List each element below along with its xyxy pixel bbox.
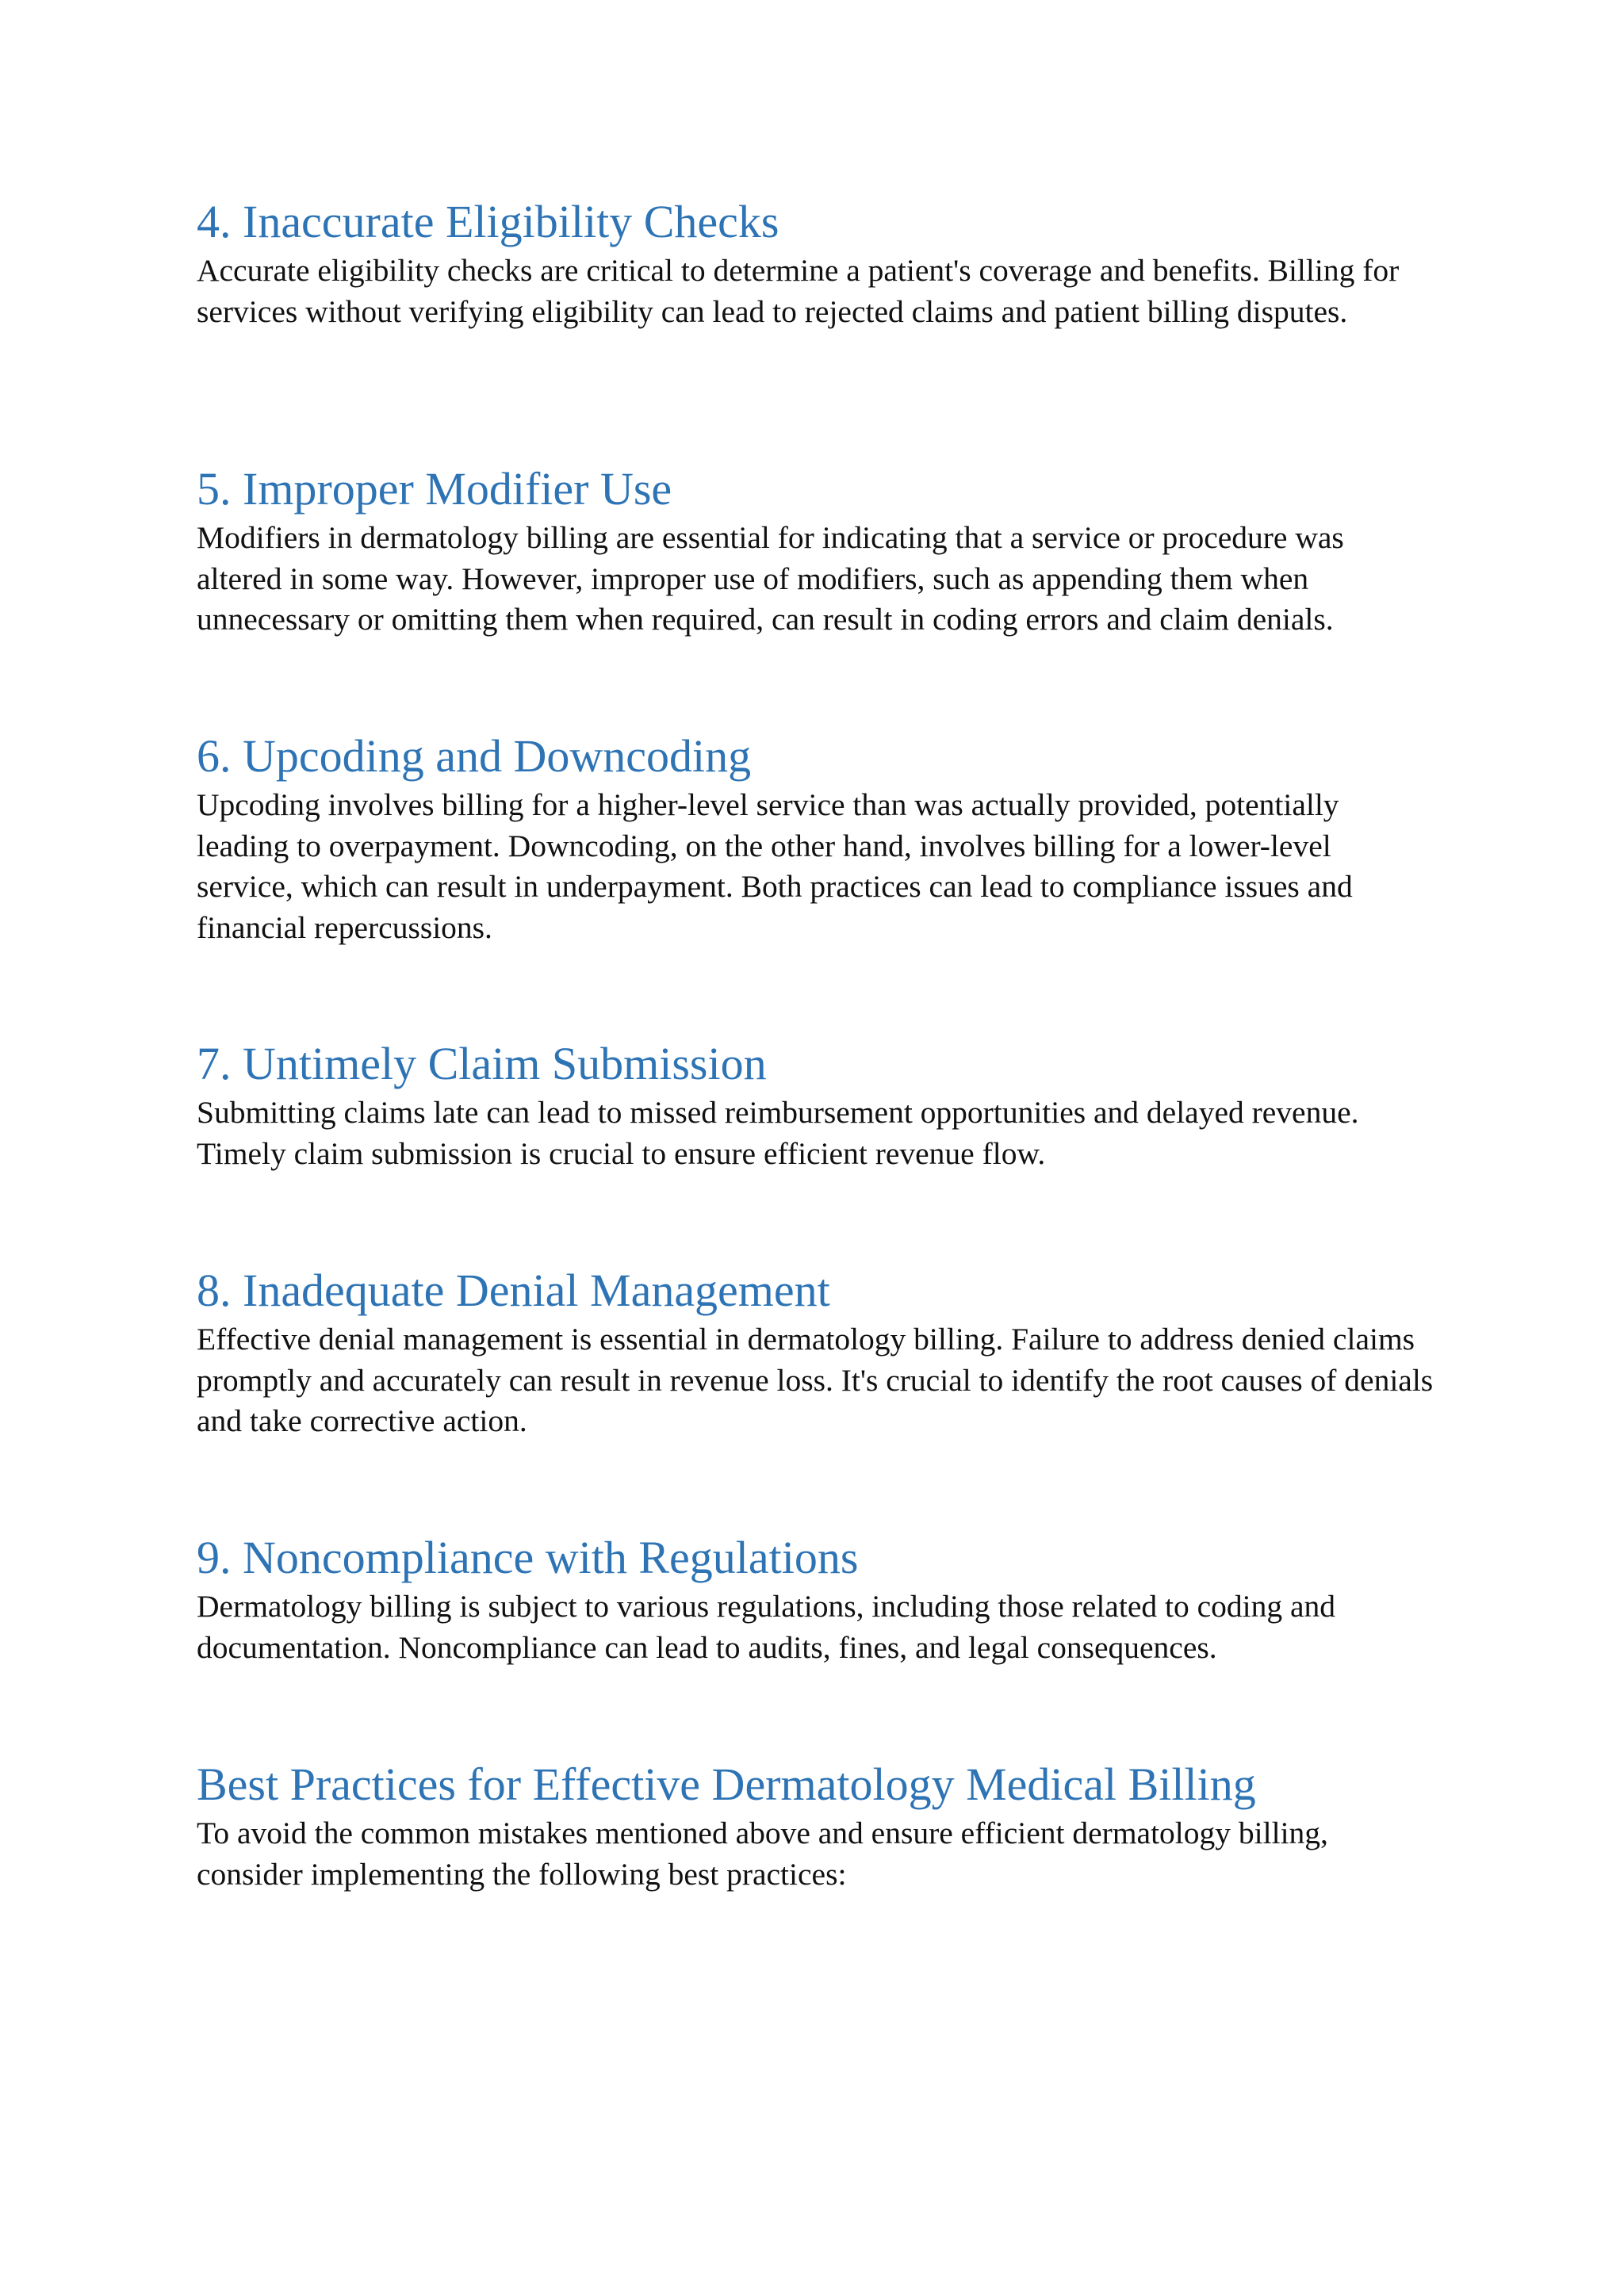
section-inadequate-denial-management	[197, 1265, 1434, 1442]
section-paragraph: Modifiers in dermatology billing are essential for indicating that a service or procedure was altered in some way. However, improper use of modifiers, such as appending them when unnecessary or omitting them when required, can result in coding errors and claim denials.	[197, 520, 1344, 637]
section-heading: Best Practices for Effective Dermatology Medical Billing	[197, 1758, 1256, 1810]
section-upcoding-and-downcoding	[197, 731, 1434, 948]
section-paragraph: Effective denial management is essential in dermatology billing. Failure to address denied claims promptly and accurately can result in revenue loss. It's crucial to identify the root causes of denials and take corrective action.	[197, 1322, 1434, 1438]
section-paragraph: Upcoding involves billing for a higher-level service than was actually provided, potentially leading to overpayment. Downcoding, on the other hand, involves billing for a lower-level service, which can result in underpayment. Both practices can lead to compliance issues and financial repercussions.	[197, 787, 1353, 945]
section-paragraph: Submitting claims late can lead to missed reimbursement opportunities and delayed revenue. Timely claim submission is crucial to ensure efficient revenue flow.	[197, 1095, 1359, 1171]
section-paragraph: To avoid the common mistakes mentioned above and ensure efficient dermatology billing, consider implementing the following best practices:	[197, 1816, 1328, 1892]
section-heading: 8. Inadequate Denial Management	[197, 1265, 830, 1316]
section-heading: 9. Noncompliance with Regulations	[197, 1532, 859, 1583]
section-paragraph: Dermatology billing is subject to various regulations, including those related to coding and documentation. Noncompliance can lead to audits, fines, and legal consequences.	[197, 1589, 1335, 1665]
section-heading: 6. Upcoding and Downcoding	[197, 730, 752, 782]
section-improper-modifier-use	[197, 464, 1434, 641]
section-paragraph: Accurate eligibility checks are critical to determine a patient's coverage and benefits. Billing for services without verifying eligibility can lead to rejected claims and patient billing disputes.	[197, 253, 1400, 329]
section-best-practices	[197, 1759, 1434, 1895]
section-heading: 4. Inaccurate Eligibility Checks	[197, 196, 779, 247]
section-inaccurate-eligibility-checks	[197, 197, 1434, 332]
section-noncompliance-with-regulations	[197, 1533, 1434, 1668]
section-heading: 7. Untimely Claim Submission	[197, 1038, 767, 1089]
section-untimely-claim-submission	[197, 1039, 1434, 1174]
section-heading: 5. Improper Modifier Use	[197, 463, 672, 515]
